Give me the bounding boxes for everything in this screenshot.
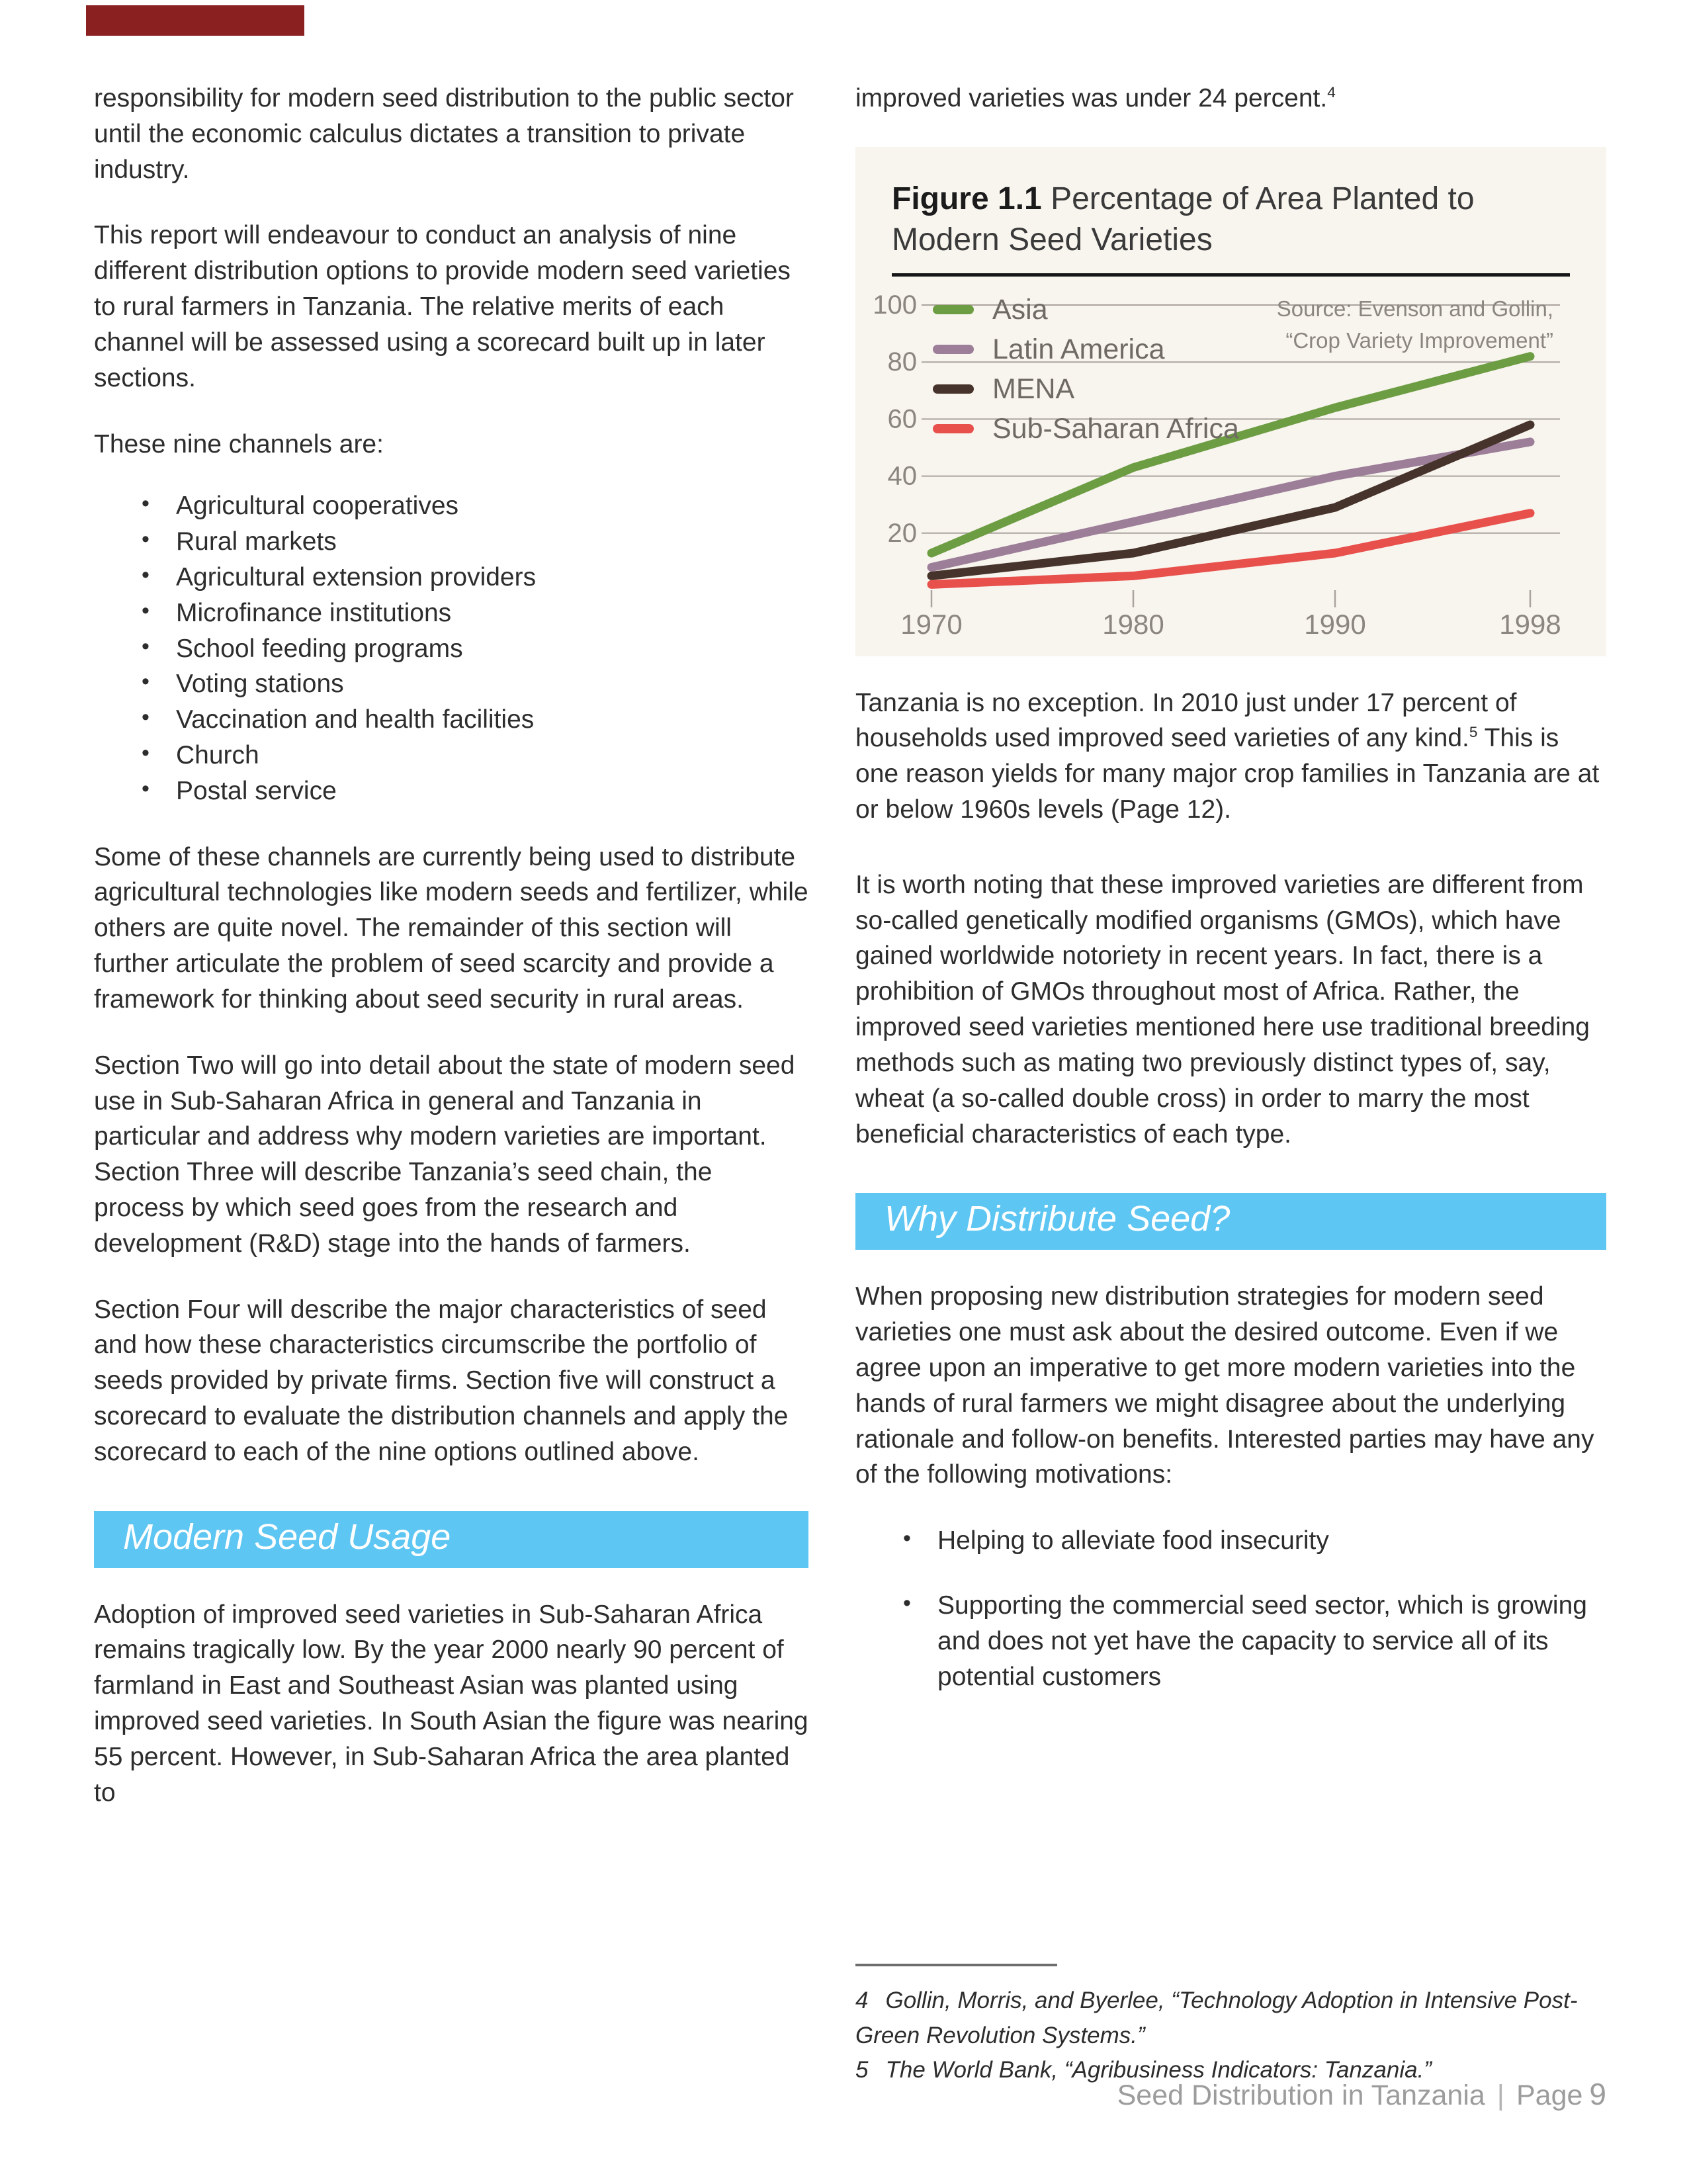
footer-page-number: 9 (1589, 2077, 1606, 2111)
list-item: • Microfinance institutions (176, 595, 808, 631)
footnote-ref-4: 4 (1327, 84, 1336, 101)
footnote-text: Gollin, Morris, and Byerlee, “Technology Adoption in Intensive Post-Green Revolution Systems.” (855, 1987, 1578, 2048)
svg-text:1998: 1998 (1499, 608, 1561, 640)
list-item: • Agricultural cooperatives (176, 488, 808, 524)
footnote-number: 5 (855, 2057, 869, 2083)
footnote-ref-5: 5 (1469, 724, 1478, 741)
list-item: • Postal service (176, 773, 808, 809)
line-chart (873, 282, 1570, 640)
svg-text:Asia: Asia (992, 293, 1048, 326)
svg-text:60: 60 (887, 404, 917, 433)
svg-text:80: 80 (887, 347, 917, 376)
svg-text:40: 40 (887, 461, 917, 491)
paragraph: Some of these channels are currently being used to distribute agricultural technologies like modern seeds and fertilizer, while others are quite novel. The remainder of this section will further articulate the problem of seed scarcity and provide a framework for thinking about seed security in rural areas. (94, 842, 808, 1014)
list-item: • School feeding programs (176, 631, 808, 667)
figure-chart-area (873, 282, 1570, 640)
list-item: • Supporting the commercial seed sector, which is growing and does not yet have the capacity to service all of its potential customers (937, 1588, 1606, 1694)
page-accent-bar (86, 5, 304, 36)
paragraph: Section Two will go into detail about the state of modern seed use in Sub-Saharan Africa in general and Tanzania in particular and address why modern varieties are important. Section Three will describe Tanzania’s seed chain, the process by which seed goes from the research and development (R&D) stage into the hands of farmers. (94, 1051, 795, 1258)
footnote-4 (855, 1984, 1606, 2053)
list-item: • Vaccination and health facilities (176, 702, 808, 738)
svg-text:Source: Evenson and Gollin,: Source: Evenson and Gollin, (1276, 296, 1553, 321)
paragraph: Section Four will describe the major characteristics of seed and how these characteristics circumscribe the portfolio of seeds provided by private firms. Section five will construct a scorecard to evaluate the distribution channels and apply the scorecard to each of the nine options outlined above. (94, 1295, 789, 1466)
svg-text:100: 100 (873, 290, 917, 320)
section-header-why-distribute-seed: Why Distribute Seed? (855, 1193, 1606, 1250)
section-header-modern-seed-usage: Modern Seed Usage (94, 1511, 808, 1568)
footer-doc-title: Seed Distribution in Tanzania (1117, 2079, 1485, 2111)
page-footer (855, 2076, 1606, 2112)
svg-text:Sub-Saharan Africa: Sub-Saharan Africa (992, 412, 1239, 445)
figure-title-text: Percentage of Area Planted to Modern Seed Varieties (892, 181, 1475, 258)
right-column (855, 81, 1606, 1725)
list-item: • Agricultural extension providers (176, 560, 808, 595)
paragraph: These nine channels are: (94, 429, 384, 459)
channel-list (94, 488, 808, 808)
figure-label: Figure 1.1 (892, 181, 1042, 216)
svg-text:1990: 1990 (1304, 608, 1366, 640)
paragraph (855, 685, 1606, 828)
paragraph-text: Tanzania is no exception. In 2010 just under 17 percent of households used improved seed varieties of any kind. (855, 688, 1517, 753)
left-column (94, 81, 808, 1841)
svg-text:20: 20 (887, 518, 917, 548)
paragraph-text: This is one reason yields for many major crop families in Tanzania are at or below 1960s levels (Page 12). (855, 724, 1600, 824)
footer-page-label: Page (1516, 2079, 1583, 2111)
paragraph: This report will endeavour to conduct an analysis of nine different distribution options to provide modern seed varieties to rural farmers in Tanzania. The relative merits of each channel will be assessed using a scorecard built up in later sections. (94, 221, 791, 392)
list-item: • Rural markets (176, 524, 808, 560)
list-item: • Voting stations (176, 666, 808, 702)
svg-text:1970: 1970 (900, 608, 963, 640)
footnote-block (855, 1964, 1606, 2088)
list-item: • Helping to alleviate food insecurity (937, 1523, 1606, 1559)
paragraph (855, 81, 1606, 116)
svg-text:1980: 1980 (1102, 608, 1164, 640)
footer-separator: | (1496, 2079, 1504, 2111)
paragraph: Adoption of improved seed varieties in Sub-Saharan Africa remains tragically low. By the year 2000 nearly 90 percent of farmland in East and Southeast Asian was planted using improved seed varieties. In South Asian the figure was nearing 55 percent. However, in Sub-Saharan Africa the area planted to (94, 1600, 808, 1807)
svg-text:“Crop Variety Improvement”: “Crop Variety Improvement” (1285, 328, 1553, 353)
footnote-divider (855, 1964, 1057, 1966)
svg-text:Latin America: Latin America (992, 333, 1165, 365)
footnote-text: The World Bank, “Agribusiness Indicators: Tanzania.” (885, 2057, 1432, 2083)
list-item: • Church (176, 738, 808, 773)
paragraph: When proposing new distribution strategies for modern seed varieties one must ask about the desired outcome. Even if we agree upon an imperative to get more modern varieties into the hands of rural farmers we might disagree about the underlying rationale and follow-on benefits. Interested parties may have any of the following motivations: (855, 1282, 1594, 1489)
svg-text:MENA: MENA (992, 372, 1075, 405)
figure-title (892, 179, 1570, 277)
paragraph: responsibility for modern seed distribution to the public sector until the economic calculus dictates a transition to private industry. (94, 84, 794, 184)
paragraph-text: improved varieties was under 24 percent. (855, 84, 1328, 112)
figure-1-1 (855, 147, 1606, 656)
paragraph: It is worth noting that these improved varieties are different from so-called genetically modified organisms (GMOs), which have gained worldwide notoriety in recent years. In fact, there is a prohibition of GMOs throughout most of Africa. Rather, the improved seed varieties mentioned here use traditional breeding methods such as mating two previously distinct types of, say, wheat (a so-called double cross) in order to marry the most beneficial characteristics of each type. (855, 870, 1590, 1149)
motivation-list (855, 1523, 1606, 1694)
footnote-number: 4 (855, 1987, 869, 2013)
